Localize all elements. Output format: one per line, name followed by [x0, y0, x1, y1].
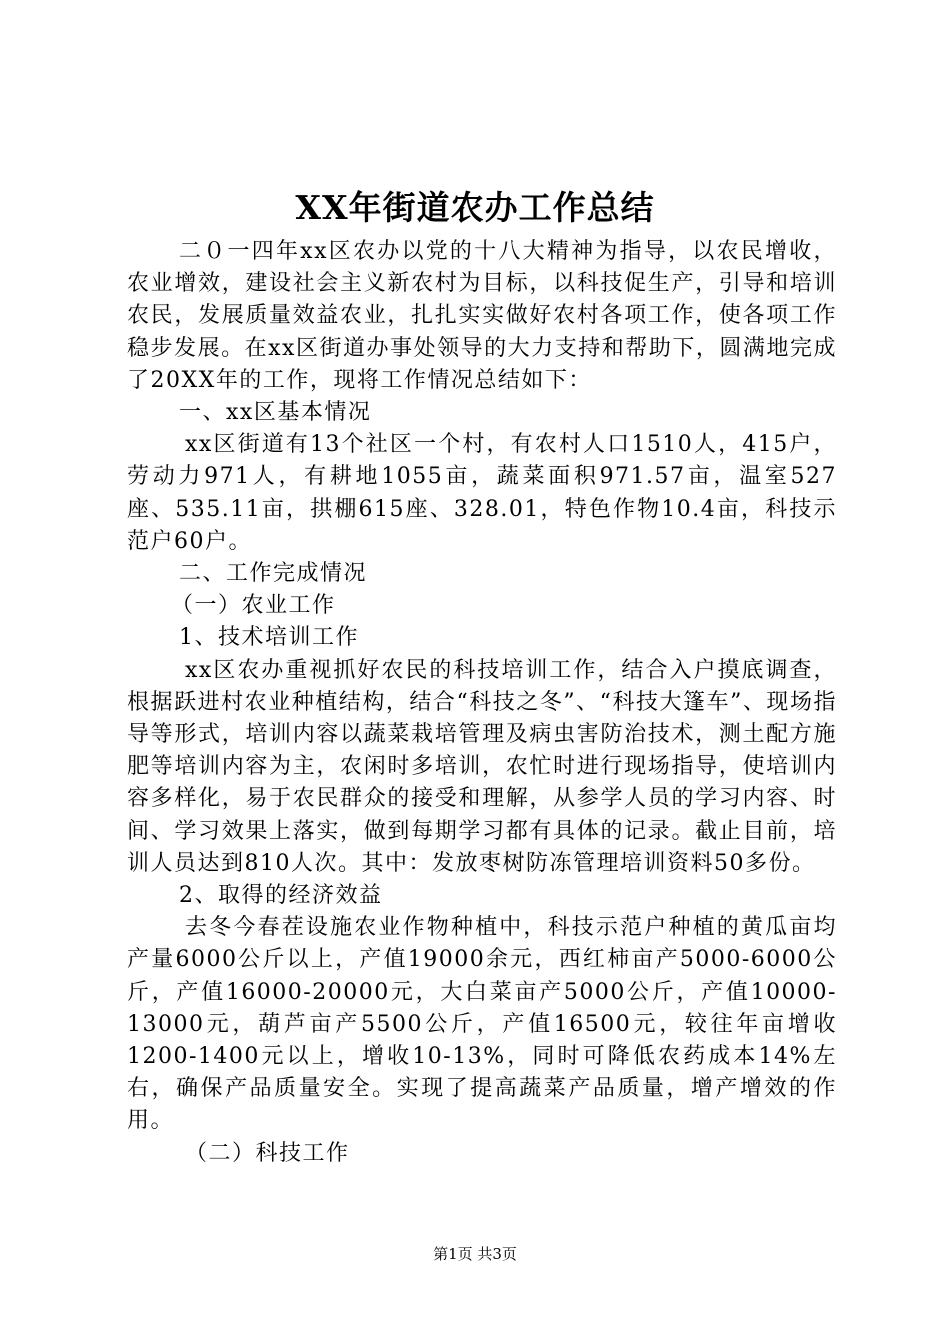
paragraph-basic-situation: xx区街道有13个社区一个村，有农村人口1510人，415户，劳动力971人，有耕地1055亩，蔬菜面积971.57亩，温室527座、535.11亩，拱棚615座、328.01，特色作物10.4亩，科技示范户60户。	[127, 432, 837, 554]
paragraph-economic-benefits: 去冬今春茬设施农业作物种植中，科技示范户种植的黄瓜亩均产量6000公斤以上，产值19000余元，西红柿亩产5000-6000公斤，产值16000-20000元，大白菜亩产5000公斤，产值10000-13000元，葫芦亩产5500公斤，产值16500元，较往年亩增收1200-1400元以上，增收10-13%，同时可降低农药成本14%左右，确保产品质量安全。实现了提高蔬菜产品质量，增产增效的作用。	[127, 915, 837, 1134]
heading-agriculture-work: （一）农业工作	[171, 593, 336, 619]
heading-economic-benefits: 2、取得的经济效益	[179, 883, 383, 909]
document-body	[127, 236, 837, 1170]
page-footer: 第1页 共3页	[433, 1245, 517, 1263]
heading-science-technology-work: （二）科技工作	[185, 1140, 350, 1166]
heading-basic-situation: 一、xx区基本情况	[179, 400, 372, 426]
heading-work-completion: 二、工作完成情况	[179, 561, 368, 587]
paragraph-technical-training: xx区农办重视抓好农民的科技培训工作，结合入户摸底调查，根据跃进村农业种植结构，结合“科技之冬”、“科技大篷车”、现场指导等形式，培训内容以蔬菜栽培管理及病虫害防治技术，测土配方施肥等培训内容为主，农闲时多培训，农忙时进行现场指导，使培训内容多样化，易于农民群众的接受和理解，从参学人员的学习内容、时间、学习效果上落实，做到每期学习都有具体的记录。截止目前，培训人员达到810人次。其中：发放枣树防冻管理培训资料50多份。	[127, 657, 837, 876]
paragraph-intro: 二０一四年xx区农办以党的十八大精神为指导，以农民增收，农业增效，建设社会主义新农村为目标，以科技促生产，引导和培训农民，发展质量效益农业，扎扎实实做好农村各项工作，使各项工作稳步发展。在xx区街道办事处领导的大力支持和帮助下，圆满地完成了20XX年的工作，现将工作情况总结如下：	[127, 239, 837, 393]
document-title: XX年街道农办工作总结	[295, 188, 655, 227]
heading-technical-training: 1、技术培训工作	[179, 625, 359, 651]
